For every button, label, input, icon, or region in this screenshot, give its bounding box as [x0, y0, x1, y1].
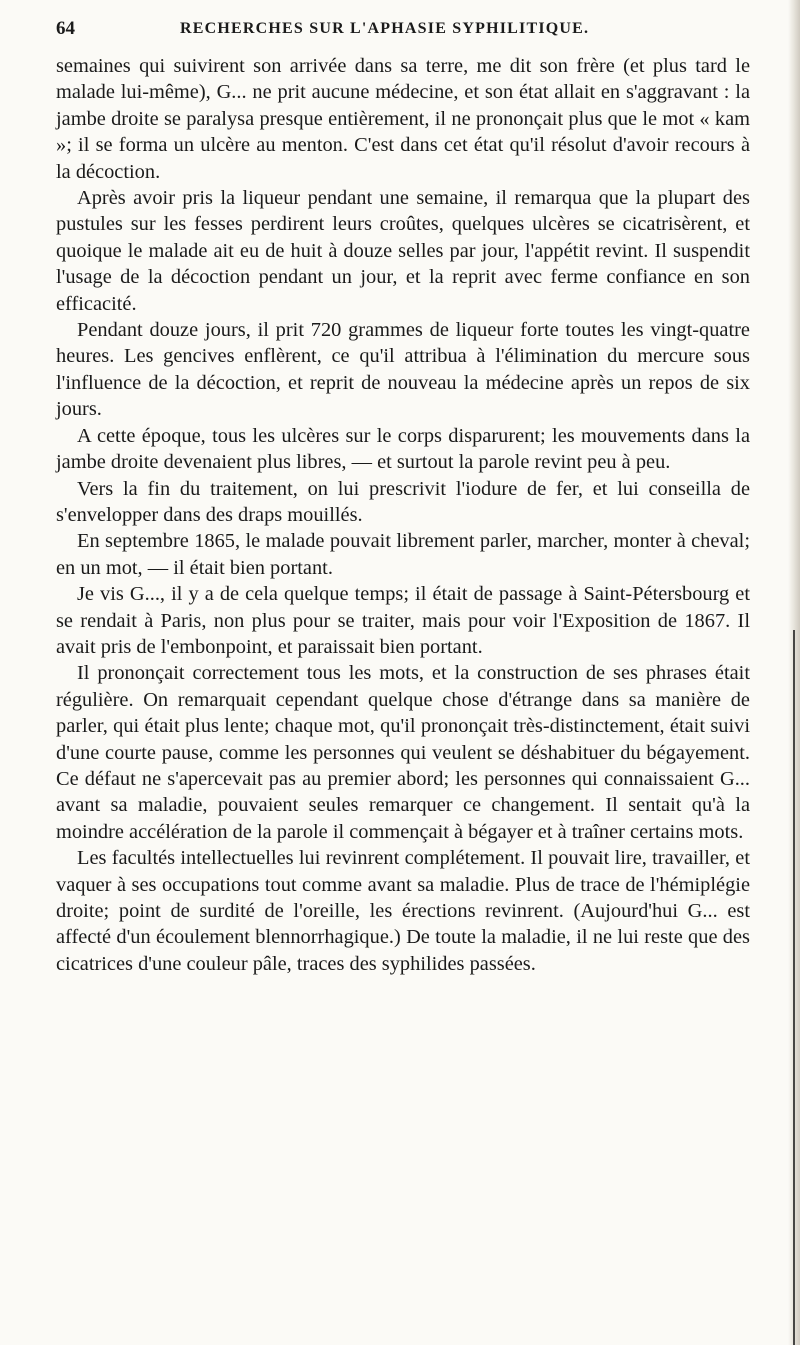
paragraph: A cette époque, tous les ulcères sur le corps disparurent; les mouvements dans la jambe droite devenaient plus libres, — et surtout la parole revint peu à peu.: [56, 424, 750, 474]
page-edge-line: [793, 630, 795, 1345]
paragraph: Je vis G..., il y a de cela quelque temps; il était de passage à Saint-Pétersbourg et se rendait à Paris, non plus pour se traiter, mais pour voir l'Exposition de 1867. Il avait pris de l'embonpoint, et paraissait bien portant.: [56, 583, 750, 658]
paragraph: Pendant douze jours, il prit 720 grammes de liqueur forte toutes les vingt-quatre heures. Les gencives enflèrent, ce qu'il attribua à l'élimination du mercure sous l'influence de la décoction, et reprit de nouveau la médecine après un repos de six jours.: [56, 319, 750, 421]
paragraph: Il prononçait correctement tous les mots, et la construction de ses phrases était régulière. On remarquait cependant quelque chose d'étrange dans sa manière de parler, qui était plus lente; chaque mot, qu'il prononçait très-distinctement, était suivi d'une courte pause, comme les personnes qui veulent se déshabituer du bégayement. Ce défaut ne s'apercevait pas au premier abord; les personnes qui connaissaient G... avant sa maladie, pouvaient seules remarquer ce changement. Il sentait qu'à la moindre accélération de la parole il commençait à bégayer et à traîner certains mots.: [56, 662, 750, 843]
paragraph: Les facultés intellectuelles lui revinrent complétement. Il pouvait lire, travailler, et vaquer à ses occupations tout comme avant sa maladie. Plus de trace de l'hémiplégie droite; point de surdité de l'oreille, les érections revinrent. (Aujourd'hui G... est affecté d'un écoulement blennorrhagique.) De toute la maladie, il ne lui reste que des cicatrices d'une couleur pâle, traces des syphilides passées.: [56, 847, 750, 975]
paragraph: Après avoir pris la liqueur pendant une semaine, il remarqua que la plupart des pustules sur les fesses perdirent leurs croûtes, quelques ulcères se cicatrisèrent, et quoique le malade ait eu de huit à douze selles par jour, l'appétit revint. Il suspendit l'usage de la décoction pendant un jour, et la reprit avec ferme confiance en son efficacité.: [56, 187, 750, 315]
running-title: RECHERCHES SUR L'APHASIE SYPHILITIQUE.: [180, 20, 590, 37]
paragraph: Vers la fin du traitement, on lui prescrivit l'iodure de fer, et lui conseilla de s'envelopper dans des draps mouillés.: [56, 477, 750, 526]
page-number: 64: [56, 18, 75, 39]
paragraph: En septembre 1865, le malade pouvait librement parler, marcher, monter à cheval; en un mot, — il était bien portant.: [56, 530, 750, 579]
page-header: [56, 18, 756, 42]
paragraph: semaines qui suivirent son arrivée dans sa terre, me dit son frère (et plus tard le malade lui-même), G... ne prit aucune médecine, et son état allait en s'aggravant : la jambe droite se paralysa presque entièrement, il ne prononçait plus que le mot « kam »; il se forma un ulcère au menton. C'est dans cet état qu'il résolut d'avoir recours à la décoction.: [56, 55, 750, 183]
body-text: [56, 53, 750, 977]
